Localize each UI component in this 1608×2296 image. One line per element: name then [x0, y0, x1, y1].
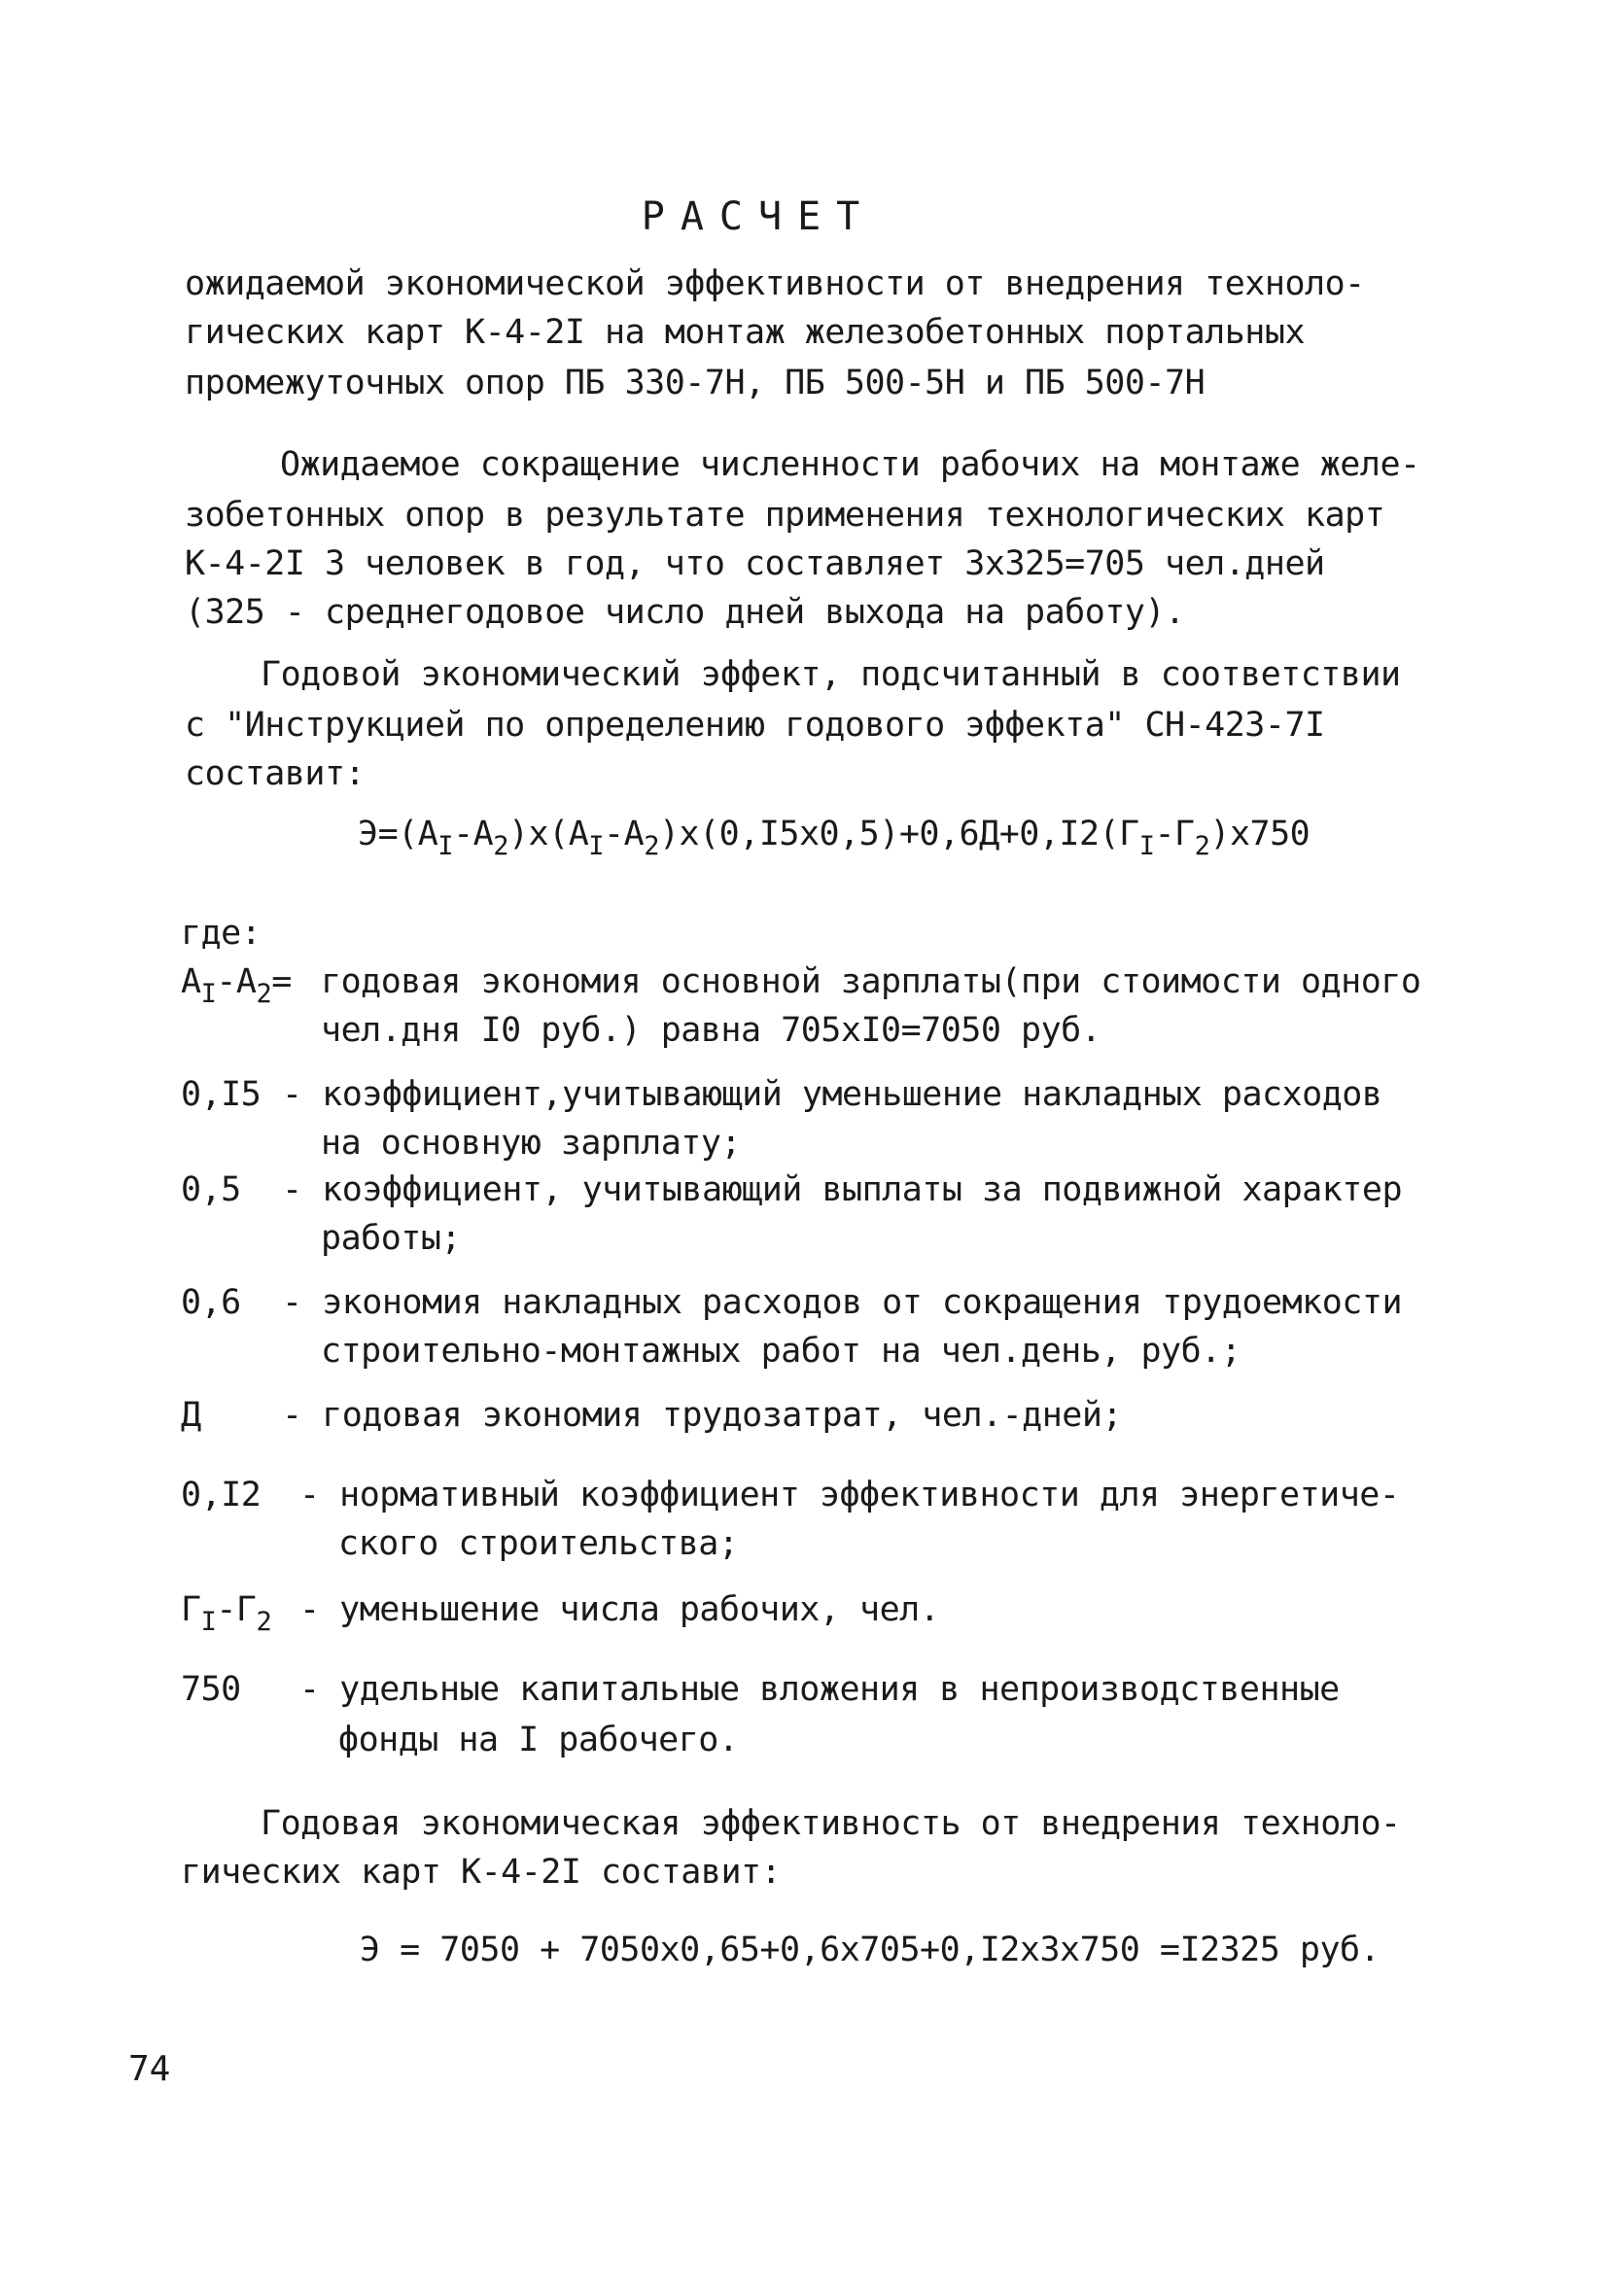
term-h-line-2: фонды на I рабочего. — [338, 1721, 739, 1759]
term-f-line-1: - нормативный коэффициент эффективности для энергетиче- — [299, 1476, 1400, 1514]
paragraph2-line-3: составит: — [185, 754, 366, 793]
formula-economic-effect: $Э=(А_I-А_2)х(А_I-А_2)х(0,I5х0,5)+0,6Д+0,I2(Г_I-Г_2)х750$ — [358, 815, 1311, 861]
term-h-line-1: - удельные капитальные вложения в непроизводственные — [299, 1670, 1340, 1709]
term-c-line-1: - коэффициент, учитывающий выплаты за подвижной характер — [282, 1170, 1403, 1209]
term-a-symbol: $А_I-А_2=$ — [181, 962, 292, 1009]
paragraph1-line-1: Ожидаемое сокращение численности рабочих на монтаже желе- — [280, 445, 1420, 484]
paragraph3-line-2: гических карт К-4-2I составит: — [181, 1853, 782, 1892]
paragraph2-line-2: с "Инструкцией по определению годового эффекта" СН-423-7I — [185, 706, 1325, 745]
page-number: 74 — [128, 2049, 171, 2089]
term-d-symbol: 0,6 — [181, 1283, 241, 1322]
term-d-line-2: строительно-монтажных работ на чел.день, руб.; — [321, 1332, 1241, 1371]
paragraph3-line-1: Годовая экономическая эффективность от внедрения техноло- — [261, 1804, 1401, 1843]
term-h-symbol: 750 — [181, 1670, 241, 1709]
term-d-line-1: - экономия накладных расходов от сокращения трудоемкости — [282, 1283, 1403, 1322]
term-g-line-1: - уменьшение числа рабочих, чел. — [299, 1590, 940, 1629]
term-e-symbol: Д — [181, 1396, 201, 1435]
term-c-line-2: работы; — [321, 1219, 462, 1258]
paragraph2-line-1: Годовой экономический эффект, подсчитанный в соответствии — [261, 655, 1401, 694]
term-g-symbol: $Г_I-Г_2$ — [181, 1590, 272, 1637]
subtitle-line-1: ожидаемой экономической эффективности от внедрения техноло- — [185, 264, 1365, 303]
term-c-symbol: 0,5 — [181, 1170, 241, 1209]
term-b-line-1: - коэффициент,учитывающий уменьшение накладных расходов — [282, 1075, 1382, 1114]
term-f-symbol: 0,I2 — [181, 1476, 262, 1514]
term-a-line-2: чел.дня I0 руб.) равна 705хI0=7050 руб. — [321, 1011, 1101, 1050]
document-title: РАСЧЕТ — [641, 194, 876, 239]
where-label: где: — [181, 914, 262, 953]
paragraph1-line-4: (325 - среднегодовое число дней выхода на работу). — [185, 593, 1185, 632]
formula-result: Э = 7050 + 7050х0,65+0,6х705+0,I2х3х750 =I2325 руб. — [360, 1931, 1381, 1969]
term-f-line-2: ского строительства; — [338, 1524, 739, 1563]
paragraph1-line-3: К-4-2I 3 человек в год, что составляет 3х325=705 чел.дней — [185, 544, 1325, 583]
subtitle-line-2: гических карт К-4-2I на монтаж железобетонных портальных — [185, 313, 1306, 352]
term-e-line-1: - годовая экономия трудозатрат, чел.-дней; — [282, 1396, 1123, 1435]
term-b-symbol: 0,I5 — [181, 1075, 262, 1114]
subtitle-line-3: промежуточных опор ПБ 330-7Н, ПБ 500-5Н и ПБ 500-7Н — [185, 364, 1206, 402]
term-a-line-1: годовая экономия основной зарплаты(при стоимости одного — [321, 962, 1421, 1001]
paragraph1-line-2: зобетонных опор в результате применения технологических карт — [185, 496, 1385, 535]
term-b-line-2: на основную зарплату; — [321, 1124, 742, 1163]
